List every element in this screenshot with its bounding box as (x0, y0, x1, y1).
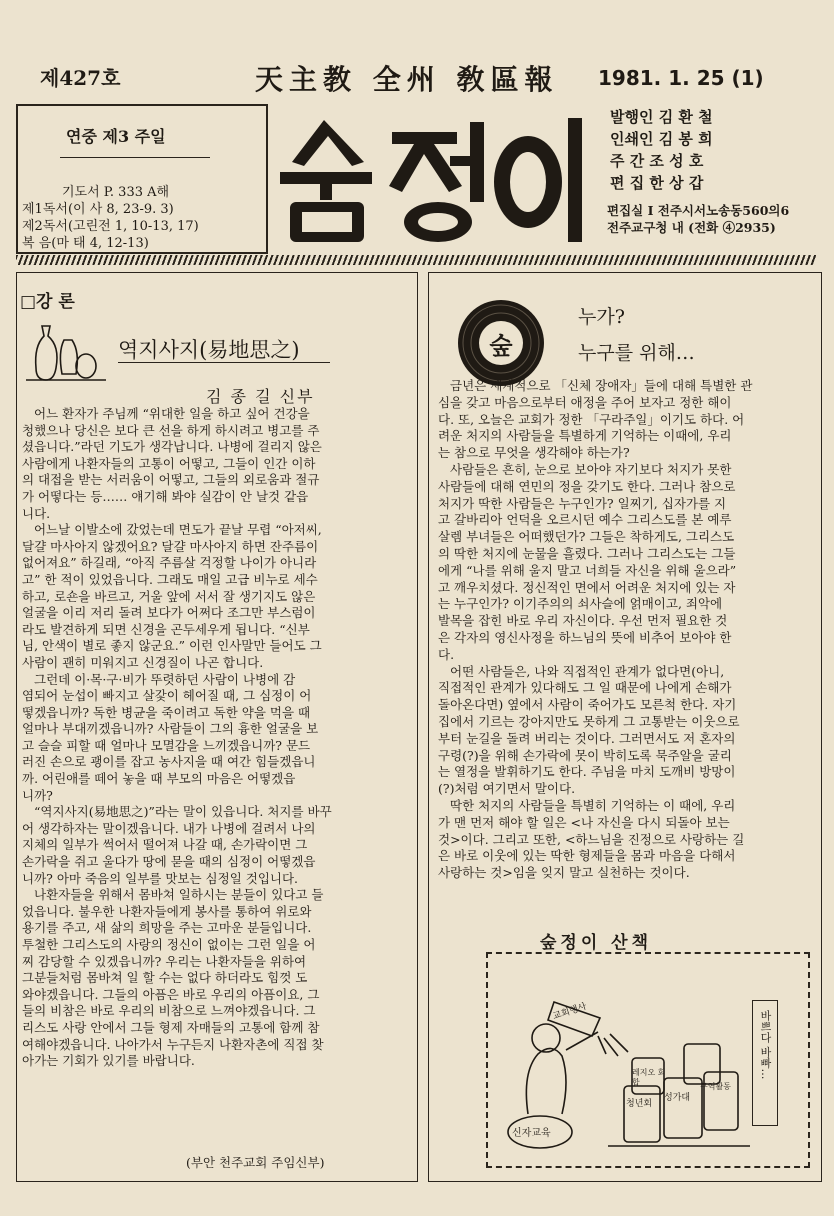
text-line: 는 누구인가? 이기주의의 쇠사슬에 얽매이고, 죄악에 (438, 596, 723, 612)
text-line: 들의 비참은 바로 우리의 비참으로 느껴야겠읍니다. 그 (22, 1003, 316, 1019)
cartoon-label-choir: 성가대 (664, 1093, 691, 1103)
text-line: 얼굴을 이리 저리 돌려 보다가 어쩌다 조그만 부스럼이 (22, 605, 316, 621)
text-line: 어떤 사람들은, 나와 직접적인 관계가 없다면(아니, (450, 663, 725, 679)
text-line: 니다. (22, 505, 51, 521)
text-line: 어 생각하자는 말이겠읍니다. 내가 나병에 걸려서 나의 (22, 820, 316, 836)
text-line: 심을 갖고 마음으로부터 애정을 주어 보자고 정한 해이 (438, 394, 732, 410)
text-line: 가 어떻다는 등…… 얘기해 봐야 실감이 안 날것 같읍 (22, 488, 309, 504)
staff-line: 인쇄인 김 봉 희 (610, 130, 713, 148)
text-line: 없어져요” 하길래, “아직 주름살 걱정할 나이가 아니라 (22, 555, 317, 571)
column-title: 누가? (578, 306, 625, 328)
issue-date: 1981. 1. 25 (1) (598, 66, 764, 90)
text-line: 고 슬슬 피할 때 얼마나 모멸감을 느끼겠읍니까? 문드 (22, 737, 311, 753)
text-line: 사람이 괜히 미워지고 신경질이 나곤 합니다. (22, 654, 264, 670)
text-line: 라도 발견하게 되면 신경을 곤두세우게 됩니다. “신부 (22, 621, 310, 637)
vase-icon (24, 318, 110, 386)
section-label: □강 론 (20, 292, 75, 312)
editorial-author: 김 종 길 신부 (206, 387, 315, 406)
text-line: 직접적인 관계가 있다해도 그 일 때문에 나에게 손해가 (438, 680, 732, 696)
text-line: 사람에게 나환자들의 고통이 어떻고, 그들이 인간 이하 (22, 455, 316, 471)
readings-list (22, 184, 260, 252)
hatched-divider (16, 255, 816, 265)
address-line: 전주교구청 내 (전화 ④2935) (607, 220, 776, 235)
text-line: 사람들은 흔히, 눈으로 보아야 자기보다 처지가 못한 (450, 461, 732, 477)
text-line: (?)처럼 여기면서 말이다. (438, 781, 576, 797)
text-line: 다. (438, 646, 455, 662)
text-line: 은 바로 이웃에 있는 딱한 형제들을 몸과 마음을 다해서 (438, 848, 736, 864)
address-line: 편집실 I 전주시서노송동560의6 (607, 203, 790, 218)
vase-illustration (24, 318, 110, 386)
text-line: 집에서 기르는 강아지만도 못하게 그 고통받는 이웃으로 (438, 713, 740, 729)
staff-line: 주 간 조 성 호 (610, 152, 704, 170)
editorial-title: 역지사지(易地思之) (118, 338, 300, 362)
text-line: 딱한 처지의 사람들을 특별히 기억하는 이 때에, 우리 (450, 797, 736, 813)
text-line: 사람들에 대해 연민의 정을 갖기도 한다. 그러나 참으로 (438, 478, 736, 494)
staff-line: 편 집 한 상 갑 (610, 174, 704, 192)
text-line: 와야겠읍니다. 그들의 아픔은 바로 우리의 아픔이요, 그 (22, 986, 320, 1002)
text-line: 여해야겠읍니다. 나아가서 누구든지 나환자촌에 직접 찾 (22, 1036, 324, 1052)
editorial-closing: (부안 천주교회 주임신부) (186, 1155, 325, 1170)
newspaper-title: 天主教 全州 敎區報 (255, 63, 559, 96)
text-line: 투철한 그리스도의 사랑의 정신이 없이는 그런 일을 어 (22, 937, 316, 952)
text-line: 찌 감당할 수 있겠읍니까? 우리는 나환자들을 위하여 (22, 953, 307, 969)
text-line: 고 깨우치셨다. 정신적인 면에서 어려운 처지에 있는 자 (438, 579, 736, 595)
text-line: 셨읍니다.”라던 기도가 생각납니다. 나병에 걸리지 않은 (22, 439, 322, 455)
column-body (438, 378, 816, 882)
cartoon-title: 숲정이 산책 (540, 933, 653, 953)
text-line: 사랑하는 것>임을 잊지 말고 실천하는 것이다. (438, 865, 690, 881)
text-line: 달걀 마사아지 않겠어요? 달걀 마사아지 하면 잔주름이 (22, 538, 319, 554)
masthead-graphic (272, 110, 590, 250)
text-line: 처지가 딱한 사람들은 누구인가? 일찌기, 십자가를 지 (438, 495, 727, 511)
text-line: 니까? (22, 787, 53, 803)
text-line: 었읍니다. 불우한 나환자들에게 봉사를 통하여 위로와 (22, 903, 312, 919)
text-line: 지체의 일부가 썩어서 떨어져 나갈 때, 손가락이면 그 (22, 837, 308, 853)
column-subtitle: 누구를 위해… (578, 342, 695, 364)
cartoon-caption: 바쁘다 바빠… (759, 1010, 772, 1080)
text-line: 에게 “나를 위해 울지 말고 너희들 자신을 위해 울으라” (438, 562, 737, 578)
reading-line: 복 음(마 태 4, 12-13) (22, 236, 149, 251)
text-line: 나환자들을 위해서 몸바쳐 일하시는 분들이 있다고 들 (34, 887, 324, 903)
cartoon-label-youth: 청년회 (626, 1099, 653, 1109)
text-line: 금년은 세계적으로 「신체 장애자」들에 대해 특별한 관 (450, 378, 753, 393)
text-line: 다. 또, 오늘은 교회가 정한 「구라주일」이기도 하다. 어 (438, 411, 745, 427)
text-line: 어느날 이발소에 갔었는데 면도가 끝날 무렵 “아저씨, (34, 522, 322, 538)
text-line: 얼마나 부대끼겠읍니까? 사람들이 그의 흉한 얼굴을 보 (22, 721, 319, 737)
editorial-body (22, 406, 414, 1070)
issue-number: 제427호 (40, 66, 121, 90)
sunday-week: 연중 제3 주일 (66, 127, 166, 146)
text-line: 고 갈바리아 언덕을 오르시던 예수 그리스도를 본 예루 (438, 512, 732, 528)
text-line: 그분들처럼 몸바쳐 일 할 수는 없다 하더라도 힘껏 도 (22, 970, 308, 986)
text-line: 의 대접을 받는 서러움이 어떻고, 그들의 외로움과 절규 (22, 472, 320, 488)
text-line: 손가락을 쥐고 울다가 땅에 묻을 때의 심정이 어떻겠읍 (22, 854, 316, 870)
text-line: 까. 어린애를 떼어 놓을 때 부모의 마음은 어떻겠읍 (22, 771, 296, 787)
text-line: 가 맨 먼저 해야 할 일은 <나 자신을 다시 되돌아 보는 (438, 814, 730, 830)
text-line: 발목을 잡힌 바로 우리 자신이다. 우선 먼저 필요한 것 (438, 613, 728, 629)
text-line: 하고, 로숀을 바르고, 거울 앞에 서서 잘 생기지도 않은 (22, 588, 316, 604)
text-line: 님, 안색이 별로 좋지 않군요.” 이런 인사말만 들어도 그 (22, 638, 322, 654)
text-line: 는 열정을 발휘하기도 한다. 주님을 마치 도깨비 방망이 (438, 764, 736, 780)
cartoon-label-legio: 레지오 회합 (632, 1068, 666, 1087)
text-line: “역지사지(易地思之)”라는 말이 있읍니다. 처지를 바꾸 (34, 804, 332, 820)
text-line: 은 각자의 영신사정을 하느님의 뜻에 비추어 보아야 한 (438, 629, 732, 645)
cartoon-label-education: 신자교육 (512, 1128, 551, 1139)
text-line: 살렘 부녀들은 어떠했던가? 그들은 착하게도, 그리스도 (438, 529, 735, 545)
cartoon-label-event: 교회행사 (551, 1001, 588, 1023)
reading-line: 제1독서(이 사 8, 23-9. 3) (22, 202, 174, 217)
text-line: 떻겠읍니까? 독한 병균을 죽이려고 독한 약을 먹을 때 (22, 704, 311, 720)
text-line: 염되어 눈섭이 빠지고 살갗이 헤어질 때, 그 심정이 어 (22, 688, 312, 704)
masthead-logo (272, 110, 590, 250)
reading-line: 기도서 P. 333 A해 (62, 185, 170, 200)
office-address (607, 202, 789, 236)
text-line: 구령(?)을 위해 손가락에 못이 박히도록 묵주알을 굴리 (438, 747, 732, 763)
staff-list (610, 106, 713, 194)
text-line: 어느 환자가 주님께 “위대한 일을 하고 싶어 건강을 (34, 406, 310, 421)
text-line: 러진 손으로 괭이를 잡고 농사지을 때 여간 힘들겠읍니 (22, 754, 316, 770)
cartoon-label-district: 구역활동 (700, 1082, 731, 1091)
reading-line: 제2독서(고린전 1, 10-13, 17) (22, 219, 199, 234)
text-line: 니까? 아마 죽음의 일부를 맛보는 심정일 것입니다. (22, 870, 299, 886)
text-line: 의 딱한 처지에 눈물을 흘렸다. 그러나 그리스도는 그들 (438, 545, 736, 561)
text-line: 고” 한 적이 있었읍니다. 그래도 매일 고급 비누로 세수 (22, 571, 318, 587)
title-rule (118, 362, 330, 363)
text-line: 아가는 기회가 있기를 바랍니다. (22, 1053, 195, 1069)
text-line: 청했으나 당신은 보다 큰 선을 하게 하시려고 병고를 주 (22, 422, 320, 438)
text-line: 돌아온다면) 옆에서 사람이 죽어가도 모른척 한다. 자기 (438, 697, 737, 713)
text-line: 그런데 이·목·구·비가 뚜렷하던 사람이 나병에 감 (34, 671, 296, 687)
text-line: 리스도 사랑 안에서 그들 형제 자매들의 고통에 함께 참 (22, 1019, 320, 1035)
text-line: 는 참으로 무엇을 생각해야 하는가? (438, 445, 630, 461)
text-line: 것>이다. 그리고 또한, <하느님을 진정으로 사랑하는 길 (438, 831, 745, 847)
staff-line: 발행인 김 환 철 (610, 108, 713, 126)
text-line: 용기를 주고, 새 삶의 희망을 주는 고마운 분들입니다. (22, 920, 312, 936)
text-line: 려운 처지의 사람들을 특별하게 기억하는 이때에, 우리 (438, 428, 732, 444)
text-line: 부터 눈길을 돌려 버리는 것이다. 그러면서도 저 혼자의 (438, 730, 736, 746)
column-logo-text: 숲 (489, 331, 513, 360)
divider (60, 157, 210, 158)
